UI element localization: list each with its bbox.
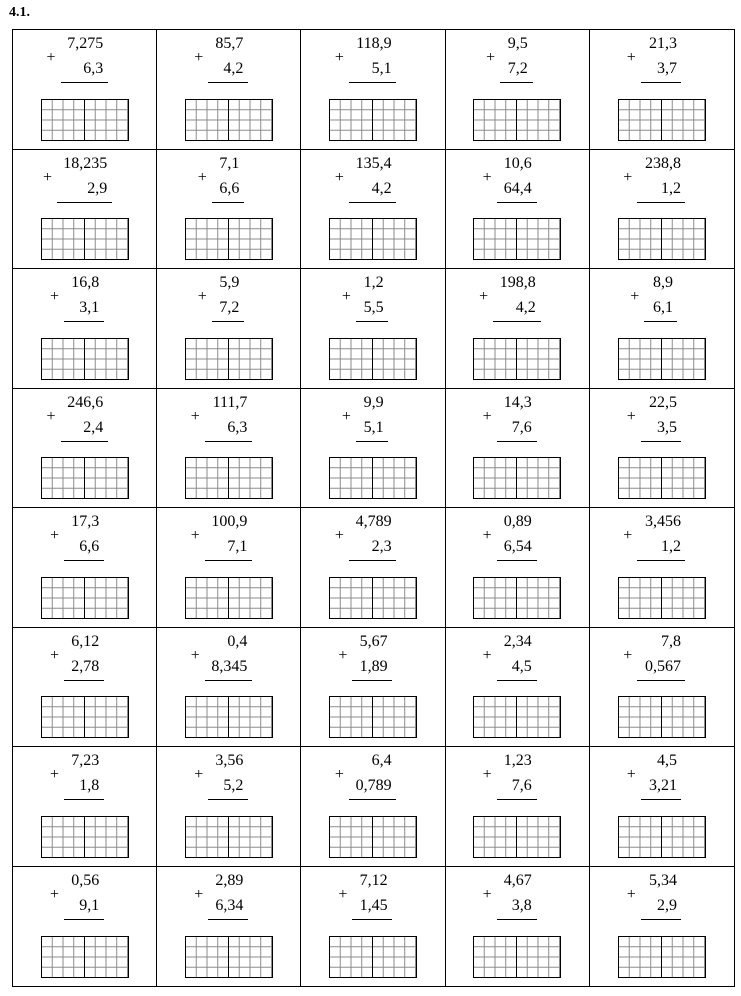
problem-cell	[157, 389, 301, 509]
addend-bottom: 4,5	[511, 657, 532, 675]
addend-bottom: 1,8	[79, 777, 100, 794]
sum-line	[641, 82, 681, 83]
addend-bottom: 1,2	[660, 538, 681, 555]
problem-cell	[13, 269, 157, 389]
answer-grid-box[interactable]	[41, 338, 129, 380]
addend-bottom: 3,8	[511, 896, 532, 914]
answer-grid-box[interactable]	[41, 99, 129, 141]
problem-cell	[590, 269, 734, 389]
plus-sign: +	[197, 168, 207, 186]
sum-line	[61, 82, 109, 83]
plus-sign: +	[623, 527, 633, 544]
sum-line	[644, 321, 677, 322]
problem-cell	[13, 508, 157, 628]
plus-sign: +	[334, 766, 344, 783]
addend-top: 7,275	[67, 35, 104, 52]
answer-grid-box[interactable]	[473, 338, 561, 380]
addend-bottom: 64,4	[503, 179, 532, 197]
sum-line	[212, 321, 245, 322]
plus-sign: +	[338, 646, 348, 664]
answer-grid-box[interactable]	[618, 936, 706, 978]
column-addition-problem	[301, 752, 444, 812]
plus-sign: +	[190, 646, 200, 664]
problem-cell	[13, 389, 157, 509]
problem-cell	[446, 150, 590, 270]
problem-cell	[301, 30, 445, 150]
answer-grid-box[interactable]	[329, 457, 417, 499]
plus-sign: +	[626, 49, 636, 66]
column-addition-problem	[446, 633, 589, 693]
answer-grid-box[interactable]	[185, 457, 273, 499]
plus-sign: +	[626, 407, 636, 425]
column-addition-problem	[590, 155, 734, 215]
plus-sign: +	[623, 168, 633, 186]
addend-bottom: 6,3	[227, 418, 248, 436]
column-addition-problem	[301, 35, 444, 95]
column-addition-problem	[13, 274, 156, 334]
plus-sign: +	[479, 288, 489, 305]
sum-line	[497, 560, 537, 561]
column-addition-problem	[446, 155, 589, 215]
addend-top: 0,4	[227, 632, 248, 650]
problem-cell	[446, 628, 590, 748]
sum-line	[64, 799, 104, 800]
answer-grid-box[interactable]	[473, 218, 561, 260]
addend-bottom: 1,45	[359, 896, 388, 914]
addend-top: 0,89	[503, 513, 532, 530]
column-addition-problem	[590, 633, 734, 693]
plus-sign: +	[50, 527, 60, 544]
problem-cell	[446, 747, 590, 867]
plus-sign: +	[50, 288, 60, 305]
answer-grid-box[interactable]	[329, 577, 417, 619]
addend-top: 5,9	[219, 274, 240, 291]
plus-sign: +	[194, 885, 204, 903]
answer-grid-box[interactable]	[473, 816, 561, 858]
addend-top: 1,2	[363, 274, 384, 291]
addend-bottom: 6,6	[79, 538, 100, 555]
column-addition-problem	[157, 274, 300, 334]
addend-bottom: 2,9	[656, 896, 677, 914]
addend-bottom: 6,6	[219, 179, 240, 197]
problem-cell	[301, 150, 445, 270]
column-addition-problem	[157, 394, 300, 454]
answer-grid-box[interactable]	[618, 816, 706, 858]
addend-bottom: 7,2	[219, 299, 240, 316]
plus-sign: +	[50, 646, 60, 664]
column-addition-problem	[157, 633, 300, 693]
problem-cell	[446, 30, 590, 150]
addend-top: 8,9	[652, 274, 673, 291]
problem-cell	[446, 867, 590, 987]
column-addition-problem	[13, 752, 156, 812]
column-addition-problem	[301, 513, 444, 573]
answer-grid-box[interactable]	[41, 936, 129, 978]
addend-top: 7,23	[71, 752, 100, 769]
column-addition-problem	[446, 274, 589, 334]
addend-top: 5,34	[648, 871, 677, 889]
problem-cell	[301, 269, 445, 389]
addend-top: 111,7	[212, 393, 248, 411]
sum-line	[497, 680, 537, 681]
answer-grid-box[interactable]	[473, 696, 561, 738]
addend-top: 0,56	[71, 871, 100, 889]
column-addition-problem	[590, 872, 734, 932]
addend-top: 2,89	[215, 871, 244, 889]
answer-grid-box[interactable]	[329, 936, 417, 978]
answer-grid-box[interactable]	[618, 696, 706, 738]
problem-cell	[446, 269, 590, 389]
addend-top: 3,456	[644, 513, 681, 530]
plus-sign: +	[486, 49, 496, 66]
addend-bottom: 6,1	[652, 299, 673, 316]
addend-top: 3,56	[215, 752, 244, 769]
plus-sign: +	[482, 646, 492, 664]
addend-bottom: 6,3	[83, 60, 104, 77]
plus-sign: +	[334, 168, 344, 186]
problem-cell	[446, 389, 590, 509]
column-addition-problem	[301, 155, 444, 215]
problem-cell	[157, 150, 301, 270]
answer-grid-box[interactable]	[185, 816, 273, 858]
addend-bottom: 7,6	[511, 777, 532, 794]
addend-bottom: 4,2	[515, 299, 536, 316]
plus-sign: +	[194, 766, 204, 783]
problem-cell	[590, 628, 734, 748]
addition-problems-table	[12, 29, 735, 987]
column-addition-problem	[590, 752, 734, 812]
addend-bottom: 8,345	[211, 657, 248, 675]
sum-line	[497, 202, 537, 203]
problem-cell	[157, 30, 301, 150]
problem-cell	[157, 508, 301, 628]
sum-line	[61, 441, 109, 442]
answer-grid-box[interactable]	[185, 936, 273, 978]
problem-cell	[157, 628, 301, 748]
sum-line	[641, 919, 681, 920]
sum-line	[497, 919, 537, 920]
sum-line	[356, 321, 389, 322]
sum-line	[205, 680, 253, 681]
sum-line	[64, 321, 104, 322]
column-addition-problem	[446, 513, 589, 573]
answer-grid-box[interactable]	[473, 936, 561, 978]
column-addition-problem	[13, 394, 156, 454]
sum-line	[352, 919, 392, 920]
column-addition-problem	[13, 872, 156, 932]
plus-sign: +	[190, 527, 200, 544]
addend-top: 9,9	[363, 393, 384, 411]
column-addition-problem	[590, 513, 734, 573]
plus-sign: +	[190, 407, 200, 425]
problem-cell	[13, 628, 157, 748]
addend-top: 4,67	[503, 871, 532, 889]
plus-sign: +	[482, 168, 492, 186]
problem-cell	[590, 150, 734, 270]
addend-bottom: 3,1	[79, 299, 100, 316]
column-addition-problem	[13, 155, 156, 215]
sum-line	[637, 680, 685, 681]
column-addition-problem	[446, 394, 589, 454]
column-addition-problem	[590, 274, 734, 334]
plus-sign: +	[50, 885, 60, 903]
sum-line	[64, 680, 104, 681]
addend-bottom: 5,1	[363, 418, 384, 436]
addend-bottom: 3,7	[656, 60, 677, 77]
plus-sign: +	[334, 49, 344, 66]
column-addition-problem	[13, 513, 156, 573]
sum-line	[349, 799, 397, 800]
answer-grid-box[interactable]	[618, 338, 706, 380]
sum-line	[500, 82, 533, 83]
addend-bottom: 0,789	[355, 777, 392, 794]
problem-cell	[590, 747, 734, 867]
answer-grid-box[interactable]	[329, 816, 417, 858]
column-addition-problem	[157, 35, 300, 95]
column-addition-problem	[446, 872, 589, 932]
column-addition-problem	[157, 155, 300, 215]
answer-grid-box[interactable]	[618, 457, 706, 499]
addend-top: 7,12	[359, 871, 388, 889]
addend-top: 18,235	[63, 154, 108, 172]
answer-grid-box[interactable]	[41, 218, 129, 260]
plus-sign: +	[630, 288, 640, 305]
problem-cell	[157, 867, 301, 987]
column-addition-problem	[13, 35, 156, 95]
addend-bottom: 7,6	[511, 418, 532, 436]
addend-bottom: 0,567	[644, 657, 681, 675]
column-addition-problem	[157, 872, 300, 932]
column-addition-problem	[446, 35, 589, 95]
plus-sign: +	[50, 766, 60, 783]
answer-grid-box[interactable]	[329, 99, 417, 141]
plus-sign: +	[338, 885, 348, 903]
answer-grid-box[interactable]	[473, 577, 561, 619]
answer-grid-box[interactable]	[329, 218, 417, 260]
answer-grid-box[interactable]	[185, 99, 273, 141]
answer-grid-box[interactable]	[41, 457, 129, 499]
column-addition-problem	[301, 394, 444, 454]
plus-sign: +	[626, 885, 636, 903]
addend-top: 135,4	[355, 154, 392, 172]
problem-cell	[157, 747, 301, 867]
answer-grid-box[interactable]	[329, 338, 417, 380]
sum-line	[349, 82, 397, 83]
sum-line	[208, 82, 248, 83]
addend-top: 14,3	[503, 393, 532, 411]
addend-bottom: 2,78	[71, 657, 100, 675]
addend-top: 100,9	[211, 513, 248, 530]
addend-bottom: 5,5	[363, 299, 384, 316]
problem-cell	[13, 747, 157, 867]
addend-bottom: 1,89	[359, 657, 388, 675]
sum-line	[205, 441, 253, 442]
answer-grid-box[interactable]	[41, 577, 129, 619]
plus-sign: +	[482, 527, 492, 544]
addend-top: 198,8	[499, 274, 536, 291]
sum-line	[64, 919, 104, 920]
answer-grid-box[interactable]	[618, 577, 706, 619]
problem-cell	[13, 150, 157, 270]
problem-cell	[590, 867, 734, 987]
problem-cell	[446, 508, 590, 628]
answer-grid-box[interactable]	[185, 696, 273, 738]
plus-sign: +	[482, 407, 492, 425]
answer-grid-box[interactable]	[41, 816, 129, 858]
sum-line	[57, 202, 112, 203]
addend-top: 6,4	[371, 752, 392, 769]
column-addition-problem	[157, 752, 300, 812]
answer-grid-box[interactable]	[185, 338, 273, 380]
answer-grid-box[interactable]	[618, 99, 706, 141]
addend-bottom: 2,9	[87, 179, 108, 197]
addend-bottom: 6,34	[215, 896, 244, 914]
plus-sign: +	[341, 407, 351, 425]
plus-sign: +	[623, 646, 633, 664]
addend-top: 16,8	[71, 274, 100, 291]
sum-line	[641, 799, 681, 800]
addend-bottom: 4,2	[371, 179, 392, 197]
addend-bottom: 6,54	[503, 538, 532, 555]
addend-bottom: 7,2	[507, 60, 528, 77]
column-addition-problem	[301, 872, 444, 932]
answer-grid-box[interactable]	[329, 696, 417, 738]
plus-sign: +	[334, 527, 344, 544]
addend-top: 7,8	[660, 632, 681, 650]
plus-sign: +	[46, 49, 56, 66]
answer-grid-box[interactable]	[473, 457, 561, 499]
sum-line	[641, 441, 681, 442]
sum-line	[493, 321, 541, 322]
addend-bottom: 2,3	[371, 538, 392, 555]
addend-top: 118,9	[356, 35, 392, 52]
plus-sign: +	[194, 49, 204, 66]
addend-top: 6,12	[71, 632, 100, 650]
problem-cell	[590, 389, 734, 509]
addend-bottom: 5,2	[223, 777, 244, 794]
problem-cell	[301, 628, 445, 748]
addend-top: 4,5	[656, 752, 677, 769]
sum-line	[497, 799, 537, 800]
problem-cell	[301, 389, 445, 509]
problem-cell	[590, 30, 734, 150]
sum-line	[205, 560, 253, 561]
problem-cell	[157, 269, 301, 389]
sum-line	[208, 799, 248, 800]
sum-line	[64, 560, 104, 561]
column-addition-problem	[590, 394, 734, 454]
addend-top: 2,34	[503, 632, 532, 650]
answer-grid-box[interactable]	[618, 218, 706, 260]
column-addition-problem	[301, 274, 444, 334]
sum-line	[352, 680, 392, 681]
sum-line	[208, 919, 248, 920]
addend-bottom: 2,4	[83, 418, 104, 436]
answer-grid-box[interactable]	[185, 218, 273, 260]
sum-line	[349, 560, 397, 561]
column-addition-problem	[301, 633, 444, 693]
plus-sign: +	[341, 288, 351, 305]
plus-sign: +	[482, 766, 492, 783]
addend-bottom: 7,1	[227, 538, 248, 555]
answer-grid-box[interactable]	[473, 99, 561, 141]
addend-bottom: 9,1	[79, 896, 100, 914]
problem-cell	[590, 508, 734, 628]
problem-cell	[301, 508, 445, 628]
addend-top: 7,1	[219, 154, 240, 172]
addend-top: 85,7	[215, 35, 244, 52]
plus-sign: +	[43, 168, 53, 186]
answer-grid-box[interactable]	[185, 577, 273, 619]
addend-top: 4,789	[355, 513, 392, 530]
problem-cell	[301, 867, 445, 987]
sum-line	[356, 441, 389, 442]
addend-bottom: 3,21	[648, 777, 677, 794]
addend-top: 21,3	[648, 35, 677, 52]
column-addition-problem	[446, 752, 589, 812]
sum-line	[637, 202, 685, 203]
addend-bottom: 5,1	[371, 60, 392, 77]
plus-sign: +	[626, 766, 636, 783]
addend-top: 246,6	[67, 393, 104, 411]
sum-line	[212, 202, 245, 203]
addend-bottom: 1,2	[660, 179, 681, 197]
addend-top: 238,8	[644, 154, 681, 172]
addend-top: 10,6	[503, 154, 532, 172]
plus-sign: +	[197, 288, 207, 305]
plus-sign: +	[482, 885, 492, 903]
sum-line	[637, 560, 685, 561]
column-addition-problem	[590, 35, 734, 95]
addend-bottom: 3,5	[656, 418, 677, 436]
addend-top: 5,67	[359, 632, 388, 650]
column-addition-problem	[157, 513, 300, 573]
addend-top: 9,5	[507, 35, 528, 52]
plus-sign: +	[46, 407, 56, 425]
column-addition-problem	[13, 633, 156, 693]
addend-top: 17,3	[71, 513, 100, 530]
problem-cell	[13, 867, 157, 987]
addend-top: 1,23	[503, 752, 532, 769]
problem-cell	[301, 747, 445, 867]
addend-top: 22,5	[648, 393, 677, 411]
problem-cell	[13, 30, 157, 150]
exercise-number: 4.1.	[9, 5, 30, 20]
answer-grid-box[interactable]	[41, 696, 129, 738]
sum-line	[497, 441, 537, 442]
addend-bottom: 4,2	[223, 60, 244, 77]
sum-line	[349, 202, 397, 203]
